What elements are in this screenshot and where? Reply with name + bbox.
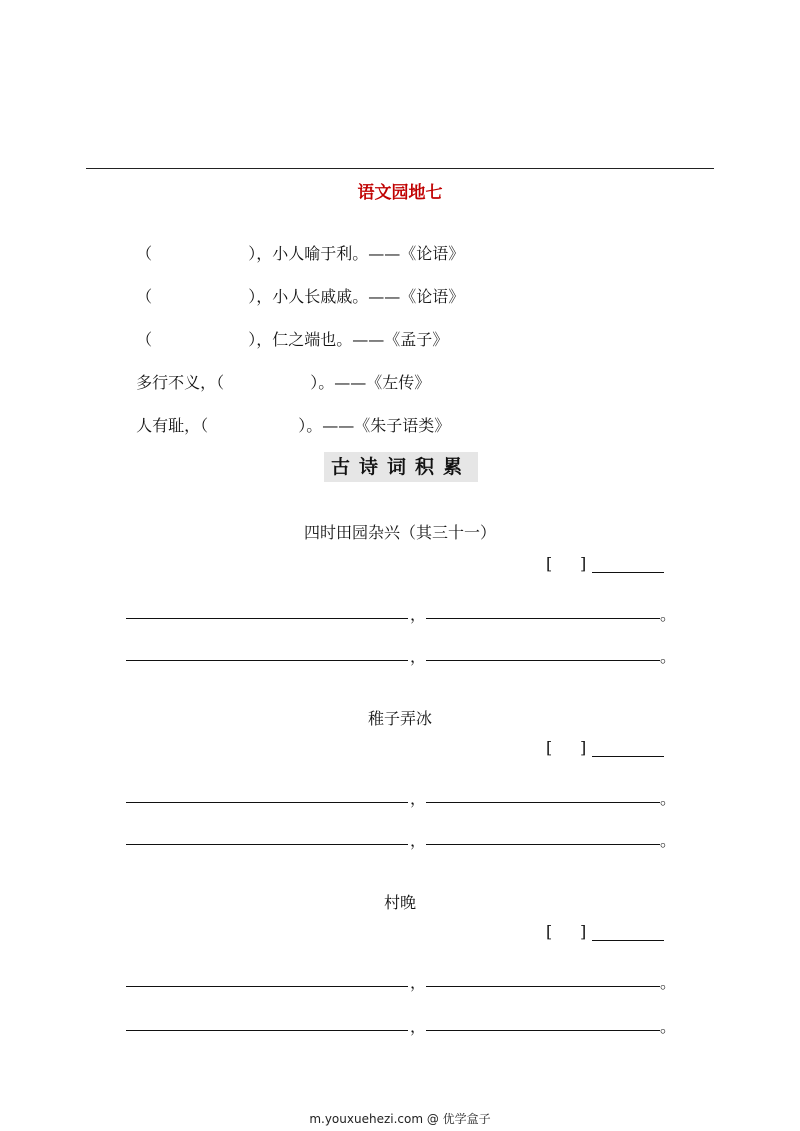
author-blank[interactable] xyxy=(592,572,664,573)
poem-title: 四时田园杂兴（其三十一） xyxy=(303,523,496,542)
period-mark: 。 xyxy=(660,605,677,624)
verse-blank[interactable] xyxy=(426,660,660,661)
verse-row xyxy=(126,968,676,990)
quote-line xyxy=(126,222,464,264)
verse-blank[interactable] xyxy=(126,986,408,987)
quote-suffix: ）。——《左传》 xyxy=(310,373,431,392)
comma-mark: ， xyxy=(410,973,427,992)
verse-blank[interactable] xyxy=(126,660,408,661)
verse-blank[interactable] xyxy=(126,802,408,803)
quote-prefix: （ xyxy=(136,287,153,306)
quote-line xyxy=(126,351,430,393)
bracket-open: [ xyxy=(546,922,553,941)
period-mark: 。 xyxy=(660,789,677,808)
author-slot[interactable] xyxy=(546,922,666,944)
quote-prefix: （ xyxy=(136,244,153,263)
bracket-close: ] xyxy=(580,738,587,757)
section-title: 语文园地七 xyxy=(357,183,443,203)
comma-mark: ， xyxy=(410,789,427,808)
author-slot[interactable] xyxy=(546,738,666,760)
quote-line xyxy=(126,308,448,350)
period-mark: 。 xyxy=(660,831,677,850)
poetry-section-title: 古诗词积累 xyxy=(324,452,478,482)
verse-row xyxy=(126,642,676,664)
quote-suffix: ），小人喻于利。——《论语》 xyxy=(248,244,465,263)
verse-blank[interactable] xyxy=(426,844,660,845)
bracket-open: [ xyxy=(546,554,553,573)
verse-row xyxy=(126,784,676,806)
bracket-close: ] xyxy=(580,922,587,941)
bracket-close: ] xyxy=(580,554,587,573)
author-slot[interactable] xyxy=(546,554,666,576)
verse-blank[interactable] xyxy=(426,986,660,987)
quote-line xyxy=(126,394,450,436)
quote-suffix: ）。——《朱子语类》 xyxy=(298,416,451,435)
verse-blank[interactable] xyxy=(426,802,660,803)
verse-row xyxy=(126,1012,676,1034)
author-blank[interactable] xyxy=(592,940,664,941)
header-divider xyxy=(86,168,714,169)
quote-prefix: （ xyxy=(136,330,153,349)
comma-mark: ， xyxy=(410,1017,427,1036)
quote-prefix: 人有耻，（ xyxy=(136,416,209,435)
period-mark: 。 xyxy=(660,647,677,666)
quote-line xyxy=(126,265,464,307)
bracket-open: [ xyxy=(546,738,553,757)
author-blank[interactable] xyxy=(592,756,664,757)
verse-blank[interactable] xyxy=(426,618,660,619)
poem-title: 稚子弄冰 xyxy=(367,709,432,728)
footer-watermark: m.youxuehezi.com @ 优学盒子 xyxy=(309,1112,491,1126)
comma-mark: ， xyxy=(410,605,427,624)
comma-mark: ， xyxy=(410,647,427,666)
quote-suffix: ），小人长戚戚。——《论语》 xyxy=(248,287,465,306)
verse-blank[interactable] xyxy=(126,844,408,845)
period-mark: 。 xyxy=(660,973,677,992)
quote-suffix: ），仁之端也。——《孟子》 xyxy=(248,330,449,349)
verse-row xyxy=(126,600,676,622)
quote-prefix: 多行不义，（ xyxy=(136,373,225,392)
poem-title: 村晚 xyxy=(383,893,416,912)
comma-mark: ， xyxy=(410,831,427,850)
verse-row xyxy=(126,826,676,848)
period-mark: 。 xyxy=(660,1017,677,1036)
verse-blank[interactable] xyxy=(426,1030,660,1031)
verse-blank[interactable] xyxy=(126,618,408,619)
verse-blank[interactable] xyxy=(126,1030,408,1031)
